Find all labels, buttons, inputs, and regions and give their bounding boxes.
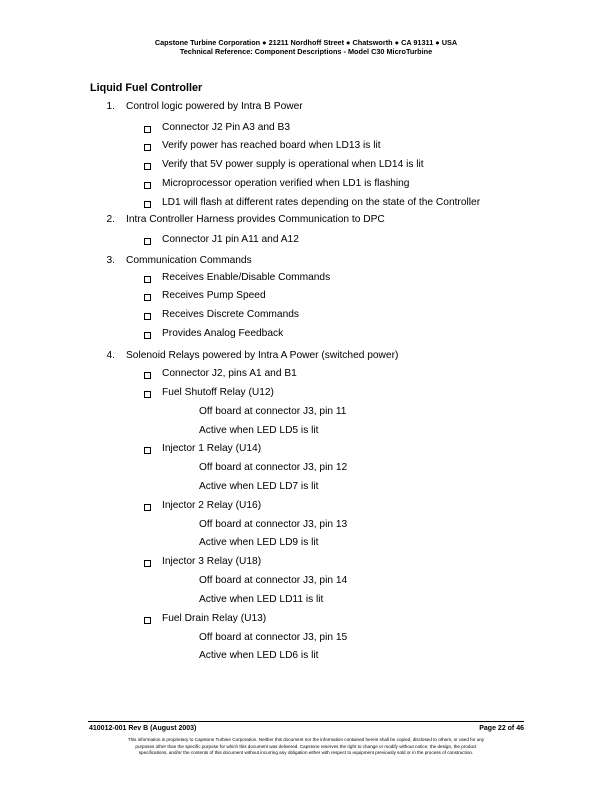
bullet-item: Connector J2, pins A1 and B1	[162, 368, 297, 379]
sub-item: Active when LED LD7 is lit	[199, 481, 319, 492]
header-doc-title: Technical Reference: Component Descriptions - Model C30 MicroTurbine	[179, 47, 433, 56]
checkbox-bullet-icon	[144, 276, 151, 283]
list-item: Intra Controller Harness provides Communication to DPC	[126, 214, 385, 225]
bullet-item: Connector J1 pin A11 and A12	[162, 234, 299, 245]
list-number: 3.	[106, 255, 115, 266]
list-item: Solenoid Relays powered by Intra A Power (switched power)	[126, 350, 399, 361]
bullet-item: LD1 will flash at different rates depending on the state of the Controller	[162, 197, 481, 208]
checkbox-bullet-icon	[144, 144, 151, 151]
checkbox-bullet-icon	[144, 504, 151, 511]
bullet-item: Receives Pump Speed	[162, 290, 266, 301]
list-number: 1.	[106, 101, 115, 112]
bullet-item: Fuel Drain Relay (U13)	[162, 613, 267, 624]
checkbox-bullet-icon	[144, 447, 151, 454]
bullet-item: Fuel Shutoff Relay (U12)	[162, 387, 274, 398]
checkbox-bullet-icon	[144, 294, 151, 301]
sub-item: Active when LED LD9 is lit	[199, 537, 319, 548]
checkbox-bullet-icon	[144, 617, 151, 624]
bullet-item: Microprocessor operation verified when LD1 is flashing	[162, 178, 410, 189]
footer-page-number: Page 22 of 46	[479, 725, 524, 732]
sub-item: Off board at connector J3, pin 11	[199, 406, 347, 417]
bullet-item: Provides Analog Feedback	[162, 328, 284, 339]
bullet-item: Injector 3 Relay (U18)	[162, 556, 262, 567]
list-item: Control logic powered by Intra B Power	[126, 101, 303, 112]
list-item: Communication Commands	[126, 255, 252, 266]
checkbox-bullet-icon	[144, 372, 151, 379]
page-title: Liquid Fuel Controller	[90, 82, 203, 94]
footer-doc-id: 410012-001 Rev B (August 2003)	[89, 725, 197, 732]
bullet-item: Receives Discrete Commands	[162, 309, 300, 320]
checkbox-bullet-icon	[144, 126, 151, 133]
sub-item: Off board at connector J3, pin 14	[199, 575, 348, 586]
bullet-item: Injector 1 Relay (U14)	[162, 443, 262, 454]
bullet-item: Verify power has reached board when LD13 is lit	[162, 140, 381, 151]
sub-item: Active when LED LD5 is lit	[199, 425, 319, 436]
sub-item: Active when LED LD6 is lit	[199, 650, 319, 661]
sub-item: Off board at connector J3, pin 13	[199, 519, 348, 530]
footer-divider	[88, 721, 524, 722]
footer-disclaimer	[84, 737, 528, 757]
checkbox-bullet-icon	[144, 313, 151, 320]
disclaimer-line: purposes other than the specific purpose for which this document was delivered. Capstone reserves the right to change or modify without notice, the design, the product	[135, 743, 477, 749]
sub-item: Active when LED LD11 is lit	[199, 594, 324, 605]
checkbox-bullet-icon	[144, 238, 151, 245]
checkbox-bullet-icon	[144, 391, 151, 398]
header-address: Capstone Turbine Corporation ● 21211 Nordhoff Street ● Chatsworth ● CA 91311 ● USA	[154, 38, 458, 47]
checkbox-bullet-icon	[144, 201, 151, 208]
bullet-item: Verify that 5V power supply is operational when LD14 is lit	[162, 159, 424, 170]
checkbox-bullet-icon	[144, 332, 151, 339]
list-number: 2.	[106, 214, 115, 225]
disclaimer-line: specifications, and/or the contents of this document without incurring any obligation either with respect to equipment previously sold or in the process of construction.	[138, 750, 474, 755]
bullet-item: Injector 2 Relay (U16)	[162, 500, 262, 511]
bullet-item: Receives Enable/Disable Commands	[162, 272, 331, 283]
checkbox-bullet-icon	[144, 182, 151, 189]
sub-item: Off board at connector J3, pin 15	[199, 632, 348, 643]
disclaimer-line: This information is proprietary to Capstone Turbine Corporation. Neither this document nor the information contained herein shall be copied, disclosed to others, or used for any	[127, 737, 485, 742]
list-number: 4.	[106, 350, 115, 361]
checkbox-bullet-icon	[144, 560, 151, 567]
checkbox-bullet-icon	[144, 163, 151, 170]
sub-item: Off board at connector J3, pin 12	[199, 462, 348, 473]
bullet-item: Connector J2 Pin A3 and B3	[162, 122, 290, 133]
